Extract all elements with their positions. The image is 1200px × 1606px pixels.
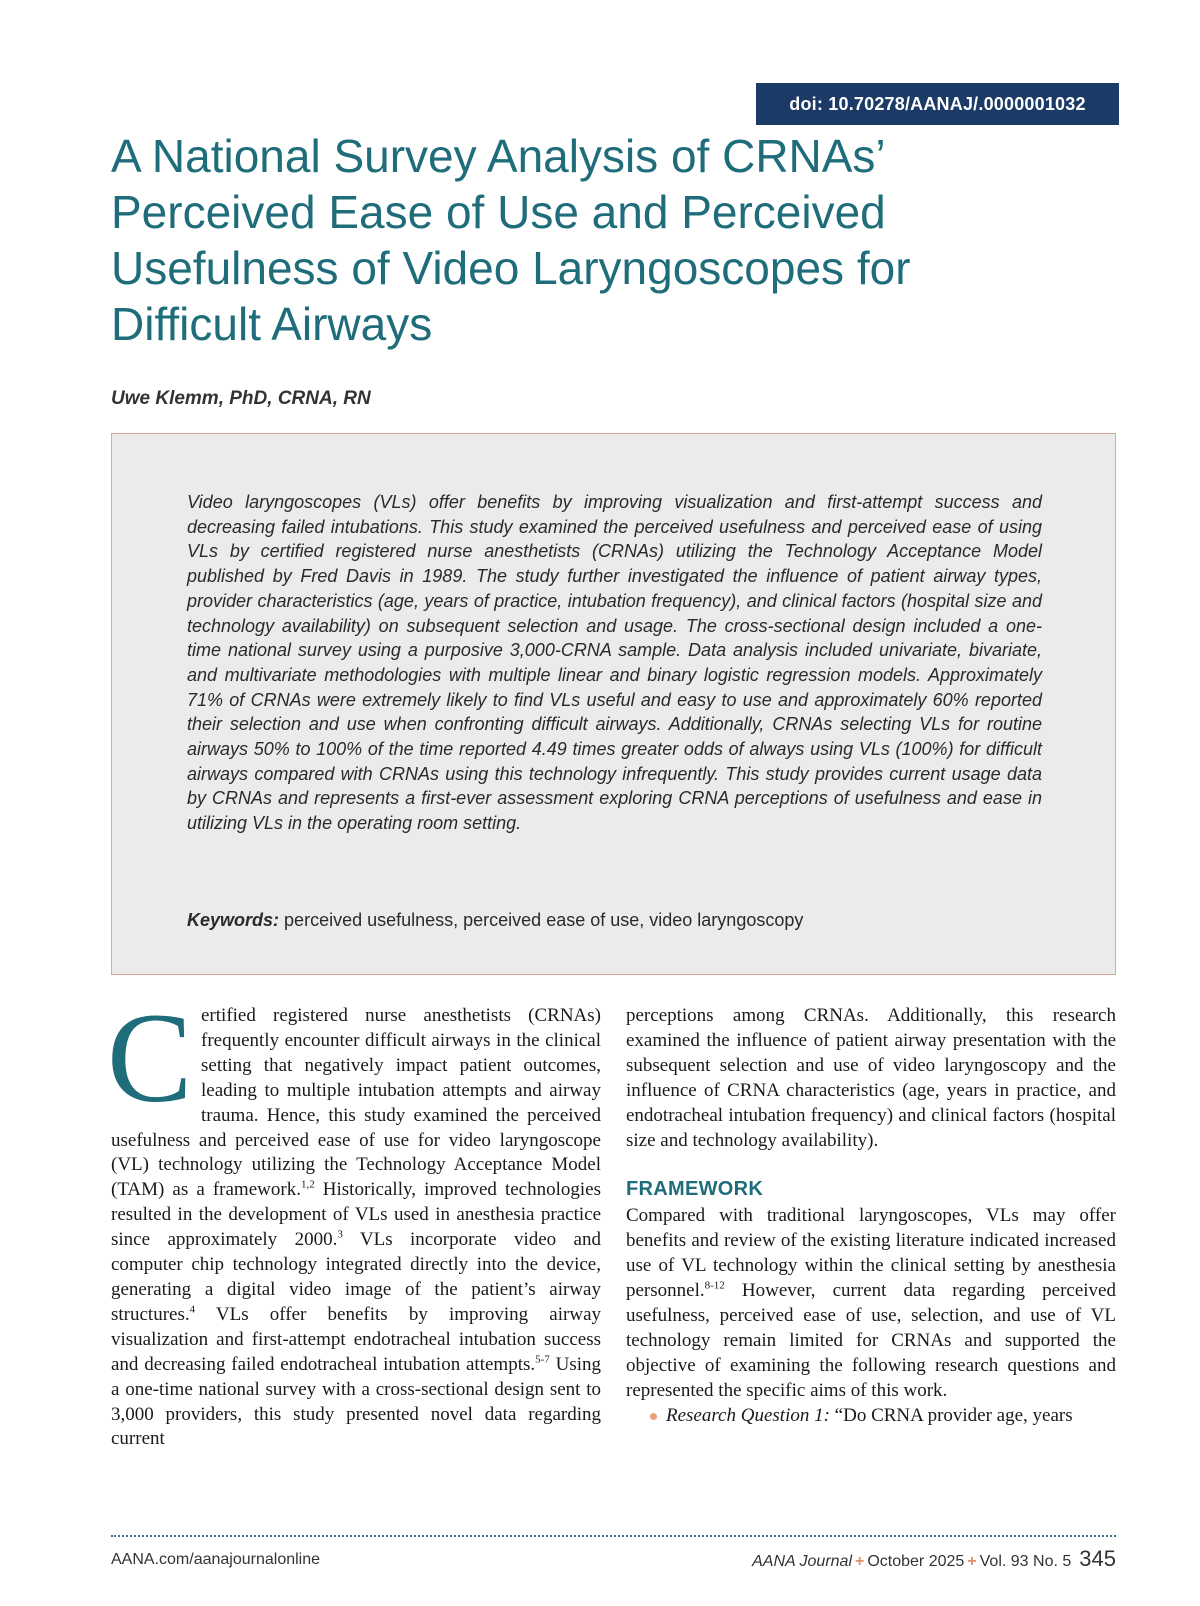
body-column-right (626, 1004, 1116, 1429)
abstract-box (111, 433, 1116, 975)
issue-number: No. 5 (1033, 1553, 1072, 1570)
keywords-list: perceived usefulness, perceived ease of use, video laryngoscopy (284, 910, 804, 930)
journal-name: AANA Journal (752, 1553, 852, 1570)
plus-icon: + (855, 1553, 865, 1570)
article-title (111, 128, 1071, 352)
volume: Vol. 93 (979, 1553, 1029, 1570)
page-number: 345 (1079, 1546, 1116, 1571)
research-question-text: “Do CRNA provider age, years (829, 1404, 1073, 1426)
bullet-icon (650, 1413, 657, 1420)
body-text: Using a one-time national survey with a cross-sectional design sent to 3,000 providers, this study presented novel data regarding current (111, 1353, 601, 1450)
research-question-item (626, 1404, 1116, 1429)
body-text: Historically, improved technologies resulted in the development of VLs used in anesthesia practice since approximately 2000. (111, 1179, 601, 1251)
body-column-left (107, 987, 601, 1452)
footer-citation (752, 1546, 1116, 1572)
body-text: VLs incorporate video and computer chip technology integrated directly into the device, generating a digital video image of the patient’s airway structures. (111, 1229, 601, 1325)
citation[interactable]: 5-7 (535, 1353, 550, 1366)
intro-paragraph (107, 987, 601, 1452)
citation[interactable]: 1,2 (300, 1179, 315, 1192)
research-question-label: Research Question 1: (666, 1404, 830, 1426)
body-text: However, current data regarding perceived usefulness, perceived ease of use, selection, and use of VL technology remain limited for CRNAs and supported the objective of examining the following research questions and represented the specific aims of this work. (626, 1280, 1116, 1401)
abstract-text: Video laryngoscopes (VLs) offer benefits by improving visualization and first-attempt success and decreasing failed intubations. This study examined the perceived usefulness and perceived ease of using VLs by certified registered nurse anesthetists (CRNAs) utilizing the Technology Acceptance Model published by Fred Davis in 1989. The study further investigated the influence of patient airway types, provider characteristics (age, years of practice, intubation frequency), and clinical factors (hospital size and technology availability) on subsequent selection and usage. The cross-sectional design included a one-time national survey using a purposive 3,000-CRNA sample. Data analysis included univariate, bivariate, and multivariate methodologies with multiple linear and binary logistic regression models. Approximately 71% of CRNAs were extremely likely to find VLs useful and easy to use and approximately 60% reported their selection and use when confronting difficult airways. Additionally, CRNAs selecting VLs for routine airways 50% to 100% of the time reported 4.49 times greater odds of always using VLs (100%) for difficult airways compared with CRNAs using this technology infrequently. This study provides current usage data by CRNAs and represents a first-ever assessment exploring CRNA perceptions of usefulness and ease in utilizing VLs in the operating room setting. (187, 492, 1042, 834)
body-text: Compared with traditional laryngoscopes, VLs may offer benefits and review of the existing literature indicated increased use of VL technology within the clinical setting by anesthesia personnel. (626, 1205, 1116, 1302)
keywords-label: Keywords: (187, 910, 280, 930)
citation[interactable]: 4 (189, 1303, 196, 1316)
author-byline: Uwe Klemm, PhD, CRNA, RN (111, 388, 371, 409)
section-heading-framework: FRAMEWORK (626, 1178, 764, 1201)
title-line: Usefulness of Video Laryngoscopes for (111, 242, 911, 294)
title-line: Perceived Ease of Use and Perceived (111, 186, 886, 238)
body-paragraph: perceptions among CRNAs. Additionally, this research examined the influence of patient airway presentation with the subsequent selection and use of video laryngoscopy and the influence of CRNA characteristics (age, years in practice, and endotracheal intubation frequency) and clinical factors (hospital size and technology availability). (626, 1005, 1116, 1151)
citation[interactable]: 3 (337, 1228, 343, 1241)
keywords (187, 910, 803, 931)
body-text: VLs offer benefits by improving airway visualization and first-attempt endotracheal intubation success and decreasing failed endotracheal intubation attempts. (111, 1303, 601, 1375)
footer-website-link[interactable]: AANA.com/aanajournalonline (111, 1551, 321, 1568)
drop-cap: C (107, 987, 193, 1129)
issue-date: October 2025 (867, 1553, 965, 1570)
framework-paragraph (626, 1204, 1116, 1403)
plus-icon: + (967, 1553, 977, 1570)
title-line: A National Survey Analysis of CRNAs’ (111, 130, 886, 182)
title-line: Difficult Airways (111, 298, 433, 350)
body-text: ertified registered nurse anesthetists (CRNAs) frequently encounter difficult airways in the clinical setting that negatively impact patient outcomes, leading to multiple intubation attempts and airway trauma. Hence, this study examined the perceived usefulness and perceived ease of use for video laryngoscope (VL) technology utilizing the Technology Acceptance Model (TAM) as a framework. (111, 1005, 601, 1201)
citation[interactable]: 8-12 (704, 1279, 725, 1292)
footer-divider (111, 1535, 1116, 1537)
doi-badge[interactable]: doi: 10.70278/AANAJ/.0000001032 (756, 83, 1119, 125)
